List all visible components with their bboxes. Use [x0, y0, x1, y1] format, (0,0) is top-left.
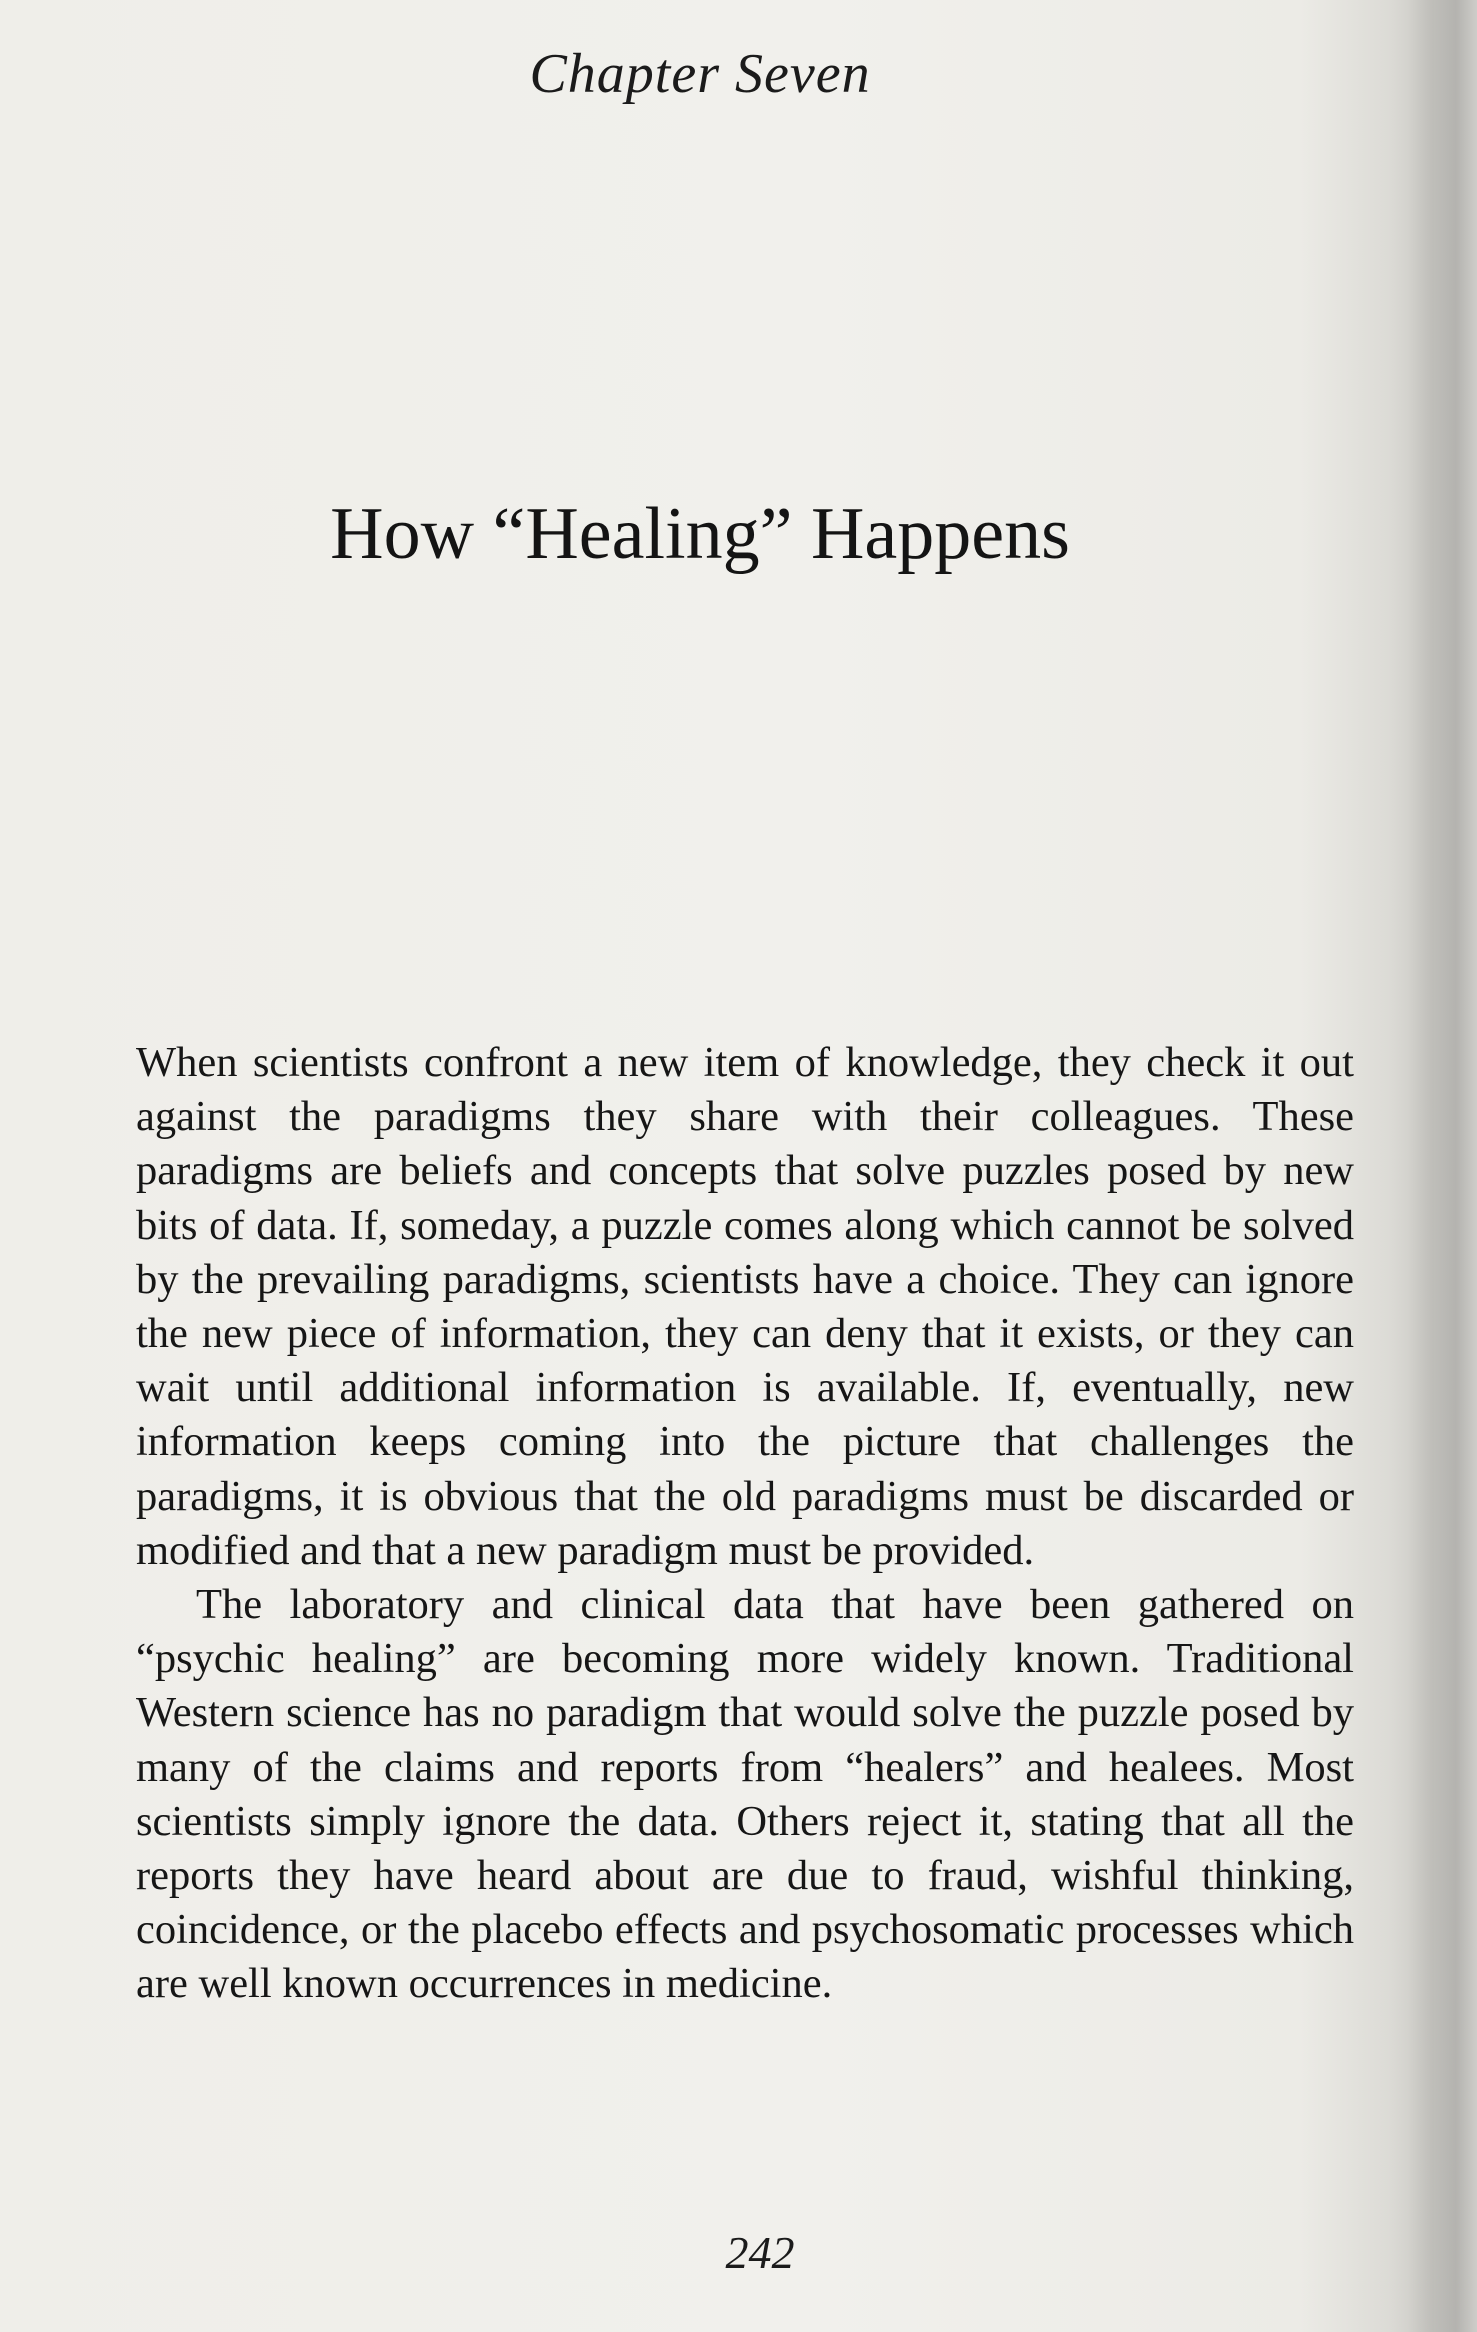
page-edge-shadow [1407, 0, 1477, 2332]
body-text [136, 1036, 1354, 2012]
chapter-title: How “Healing” Happens [330, 493, 1070, 575]
paragraph-2: The laboratory and clinical data that have been gathered on “psychic healing” are becoming more widely known. Traditional Western science has no paradigm that would solve the puzzle posed by many of the claims and reports from “healers” and healees. Most scientists simply ignore the data. Others reject it, stating that all the reports they have heard about are due to fraud, wishful thinking, coincidence, or the placebo effects and psychosomatic processes which are well known occurrences in medicine. [136, 1581, 1354, 2008]
chapter-label: Chapter Seven [529, 43, 871, 105]
paragraph-1: When scientists confront a new item of knowledge, they check it out against the paradigms they share with their colleagues. These paradigms are beliefs and concepts that solve puzzles posed by new bits of data. If, someday, a puzzle comes along which cannot be solved by the prevailing paradigms, scientists have a choice. They can ignore the new piece of information, they can deny that it exists, or they can wait until additional information is available. If, eventually, new information keeps coming into the picture that challenges the paradigms, it is obvious that the old paradigms must be discarded or modified and that a new paradigm must be provided. [136, 1039, 1354, 1574]
page-number: 242 [725, 2227, 795, 2278]
